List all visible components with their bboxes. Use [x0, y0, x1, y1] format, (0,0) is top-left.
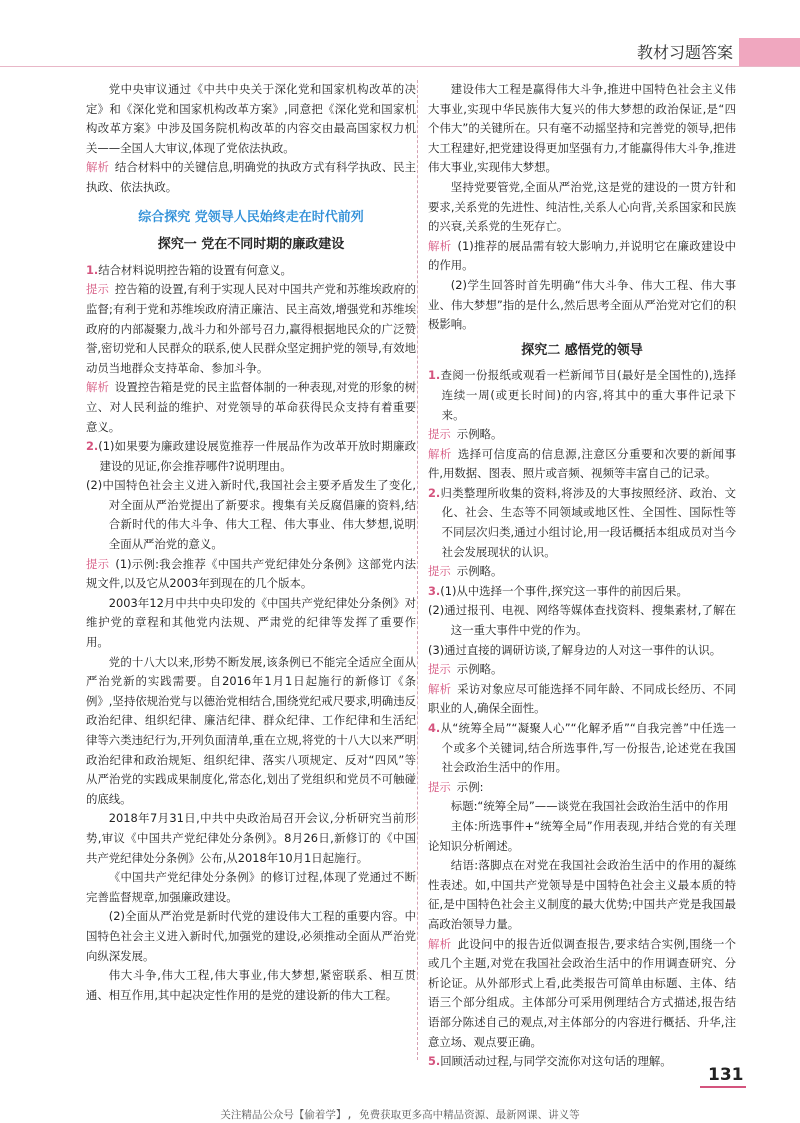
report-conclusion-line: 结语:落脚点在对党在我国社会政治生活中的作用的凝练性表述。如,中国共产党领导是中国特色社会主义最本质的特征,是中国特色社会主义制度的最大优势;中国共产党是我国最高政治领导力量。 — [428, 858, 736, 931]
question-number: 1. — [428, 368, 441, 383]
body-paragraph: 《中国共产党纪律处分条例》的修订过程,体现了党通过不断完善监督规章,加强廉政建设。 — [86, 870, 416, 904]
analysis-tag: 解析 — [86, 160, 109, 175]
question-text: (1)如果要为廉政建设展览推荐一件展品作为改革开放时期廉政建设的见证,你会推荐哪件?说明理由。 — [98, 439, 416, 473]
body-paragraph: 建设伟大工程是赢得伟大斗争,推进中国特色社会主义伟大事业,实现中华民族伟大复兴的伟大梦想的政治保证,是“四个伟大”的关键所在。只有毫不动摇坚持和完善党的领导,把伟大工程建好,把党建设得更加坚强有力,才能赢得伟大斗争,推进伟大事业,实现伟大梦想。 — [428, 82, 736, 175]
body-paragraph: 党的十八大以来,形势不断发展,该条例已不能完全适应全面从严治党新的实践需要。自2016年1月1日起施行的新修订《条例》,坚持依规治党与以德治党相结合,围绕党纪戒尺要求,明确违反政治纪律、组织纪律、廉洁纪律、群众纪律、工作纪律和生活纪律等六类违纪行为,开列负面清单,重在立规,将党的十八大以来严明政治纪律和政治规矩、组织纪律、落实八项规定、反对“四风”等从严治党的实践成果制度化,常态化,划出了党组织和党员不可触碰的底线。 — [86, 654, 416, 806]
tip-tag: 提示 — [86, 556, 110, 571]
section-title: 综合探究 党领导人民始终走在时代前列 — [138, 209, 364, 225]
analysis-tag: 解析 — [428, 681, 452, 696]
question-number: 1. — [86, 262, 99, 277]
question-number: 2. — [428, 485, 441, 500]
right-column — [428, 80, 736, 1072]
analysis-text: 采访对象应尽可能选择不同年龄、不同成长经历、不同职业的人,确保全面性。 — [428, 681, 736, 716]
question-subpart: (2)中国特色社会主义进入新时代,我国社会主要矛盾发生了变化,对全面从严治党提出了新要求。搜集有关反腐倡廉的资料,结合新时代的伟大斗争、伟大工程、伟大事业、伟大梦想,说明全面从严治党的意义。 — [86, 478, 416, 552]
question-text: 查阅一份报纸或观看一栏新闻节目(最好是全国性的),选择连续一周(或更长时间)的内容,将其中的重大事件记录下来。 — [440, 368, 736, 422]
tip-tag: 提示 — [428, 427, 451, 442]
body-paragraph: 2018年7月31日,中共中央政治局召开会议,分析研究当前形势,审议《中国共产党纪律处分条例》。8月26日,新修订的《中国共产党纪律处分条例》公布,从2018年10月1日起施行。 — [86, 811, 416, 865]
report-body-line: 主体:所选事件+“统筹全局”作用表现,并结合党的有关理论知识分析阐述。 — [428, 818, 736, 853]
question-number: 4. — [428, 721, 441, 735]
body-paragraph: 2003年12月中共中央印发的《中国共产党纪律处分条例》对维护党的章程和其他党内法规、严肃党的纪律等发挥了重要作用。 — [86, 595, 416, 650]
question-subpart: (2)通过报刊、电视、网络等媒体查找资料、搜集素材,了解在这一重大事件中党的作为。 — [428, 603, 736, 638]
tip-tag: 提示 — [428, 564, 451, 579]
analysis-tag: 解析 — [428, 446, 452, 461]
probe-two-title: 探究二 感悟党的领导 — [521, 342, 643, 358]
report-title-line: 标题:“统筹全局”——谈党在我国社会政治生活中的作用 — [450, 799, 729, 814]
page-header-title: 教材习题答案 — [636, 43, 733, 62]
analysis-text: 选择可信度高的信息源,注意区分重要和次要的新闻事件,用数据、图表、照片或音频、视频等丰富自己的记录。 — [428, 446, 736, 481]
analysis-text: (1)推荐的展品需有较大影响力,并说明它在廉政建设中的作用。 — [428, 238, 736, 273]
question-text: 回顾活动过程,与同学交流你对这句话的理解。 — [440, 1054, 672, 1069]
header-accent-tab — [739, 38, 800, 66]
left-column — [86, 80, 416, 1005]
tip-text: 示例略。 — [456, 662, 503, 677]
analysis-text: 结合材料中的关键信息,明确党的执政方式有科学执政、民主执政、依法执政。 — [86, 160, 416, 194]
probe-one-title: 探究一 党在不同时期的廉政建设 — [157, 237, 345, 253]
question-text: 从“统筹全局”“凝聚人心”“化解矛盾”“自我完善”中任选一个或多个关键词,结合所选事件,写一份报告,论述党在我国社会政治生活中的作用。 — [440, 721, 736, 775]
tip-tag: 提示 — [428, 779, 451, 794]
analysis-text: 此设问中的报告近似调查报告,要求结合实例,围绕一个或几个主题,对党在我国社会政治生活中的作用调查研究、分析论证。从外部形式上看,此类报告可简单由标题、主体、结语三个部分组成。主体部分可采用例理结合方式描述,报告结语部分陈述自己的观点,对主体部分的内容进行概括、升华,注意立场、观点要正确。 — [428, 936, 736, 1049]
question-subpart: (3)通过直接的调研访谈,了解身边的人对这一事件的认识。 — [428, 642, 722, 657]
question-text: 结合材料说明控告箱的设置有何意义。 — [98, 262, 292, 277]
body-paragraph: (2)学生回答时首先明确“伟大斗争、伟大工程、伟大事业、伟大梦想”指的是什么,然后思考全面从严治党对它们的积极影响。 — [428, 277, 736, 332]
question-number: 2. — [86, 439, 99, 454]
tip-text: 控告箱的设置,有利于实现人民对中国共产党和苏维埃政府的监督;有利于党和苏维埃政府清正廉洁、民主高效,增强党和苏维埃政府的内部凝聚力,战斗力和外部号召力,赢得根据地民众的广泛赞誉,密切党和人民群众的联系,使人民群众坚定拥护党的领导,有效地动员当地群众支持革命、参加斗争。 — [86, 282, 416, 375]
question-number: 3. — [428, 583, 441, 598]
tip-tag: 提示 — [86, 282, 109, 297]
question-number: 5. — [428, 1054, 441, 1069]
page-number-underline — [700, 1086, 746, 1088]
body-paragraph: (2)全面从严治党是新时代党的建设伟大工程的重要内容。中国特色社会主义进入新时代,加强党的建设,必须推动全面从严治党向纵深发展。 — [86, 909, 416, 963]
tip-tag: 提示 — [428, 662, 451, 677]
column-divider — [417, 80, 418, 1060]
question-text: (1)从中选择一个事件,探究这一事件的前因后果。 — [440, 583, 688, 598]
body-paragraph: 坚持党要管党,全面从严治党,这是党的建设的一贯方针和要求,关系党的先进性、纯洁性,关系人心向背,关系国家和民族的兴衰,关系党的生死存亡。 — [428, 179, 736, 234]
header-rule — [0, 66, 800, 67]
analysis-tag: 解析 — [86, 380, 109, 395]
intro-paragraph: 党中央审议通过《中共中央关于深化党和国家机构改革的决定》和《深化党和国家机构改革方案》,同意把《深化党和国家机构改革方案》中涉及国务院机构改革的内容交由最高国家权力机关——全国人大审议,体现了党依法执政。 — [86, 82, 416, 155]
body-paragraph: 伟大斗争,伟大工程,伟大事业,伟大梦想,紧密联系、相互贯通、相互作用,其中起决定性作用的是党的建设新的伟大工程。 — [86, 968, 416, 1002]
tip-text: (1)示例:我会推荐《中国共产党纪律处分条例》这部党内法规文件,以及它从2003年到现在的几个版本。 — [86, 556, 416, 591]
footer-note: 关注精品公众号【偷着学】, 免费获取更多高中精品资源、最新网课、讲义等 — [220, 1109, 580, 1121]
analysis-tag: 解析 — [428, 238, 452, 253]
analysis-tag: 解析 — [428, 936, 452, 951]
question-text: 归类整理所收集的资料,将涉及的大事按照经济、政治、文化、社会、生态等不同领域或地区性、全国性、国际性等不同层次归类,通过小组讨论,用一段话概括本组成员对当今社会发展现状的认识。 — [440, 485, 736, 559]
tip-text: 示例略。 — [456, 427, 503, 442]
tip-text: 示例: — [456, 779, 484, 794]
analysis-text: 设置控告箱是党的民主监督体制的一种表现,对党的形象的树立、对人民利益的维护、对党领导的革命获得民众支持有着重要意义。 — [86, 380, 416, 434]
tip-text: 示例略。 — [456, 564, 503, 579]
page-number: 131 — [708, 1065, 744, 1085]
